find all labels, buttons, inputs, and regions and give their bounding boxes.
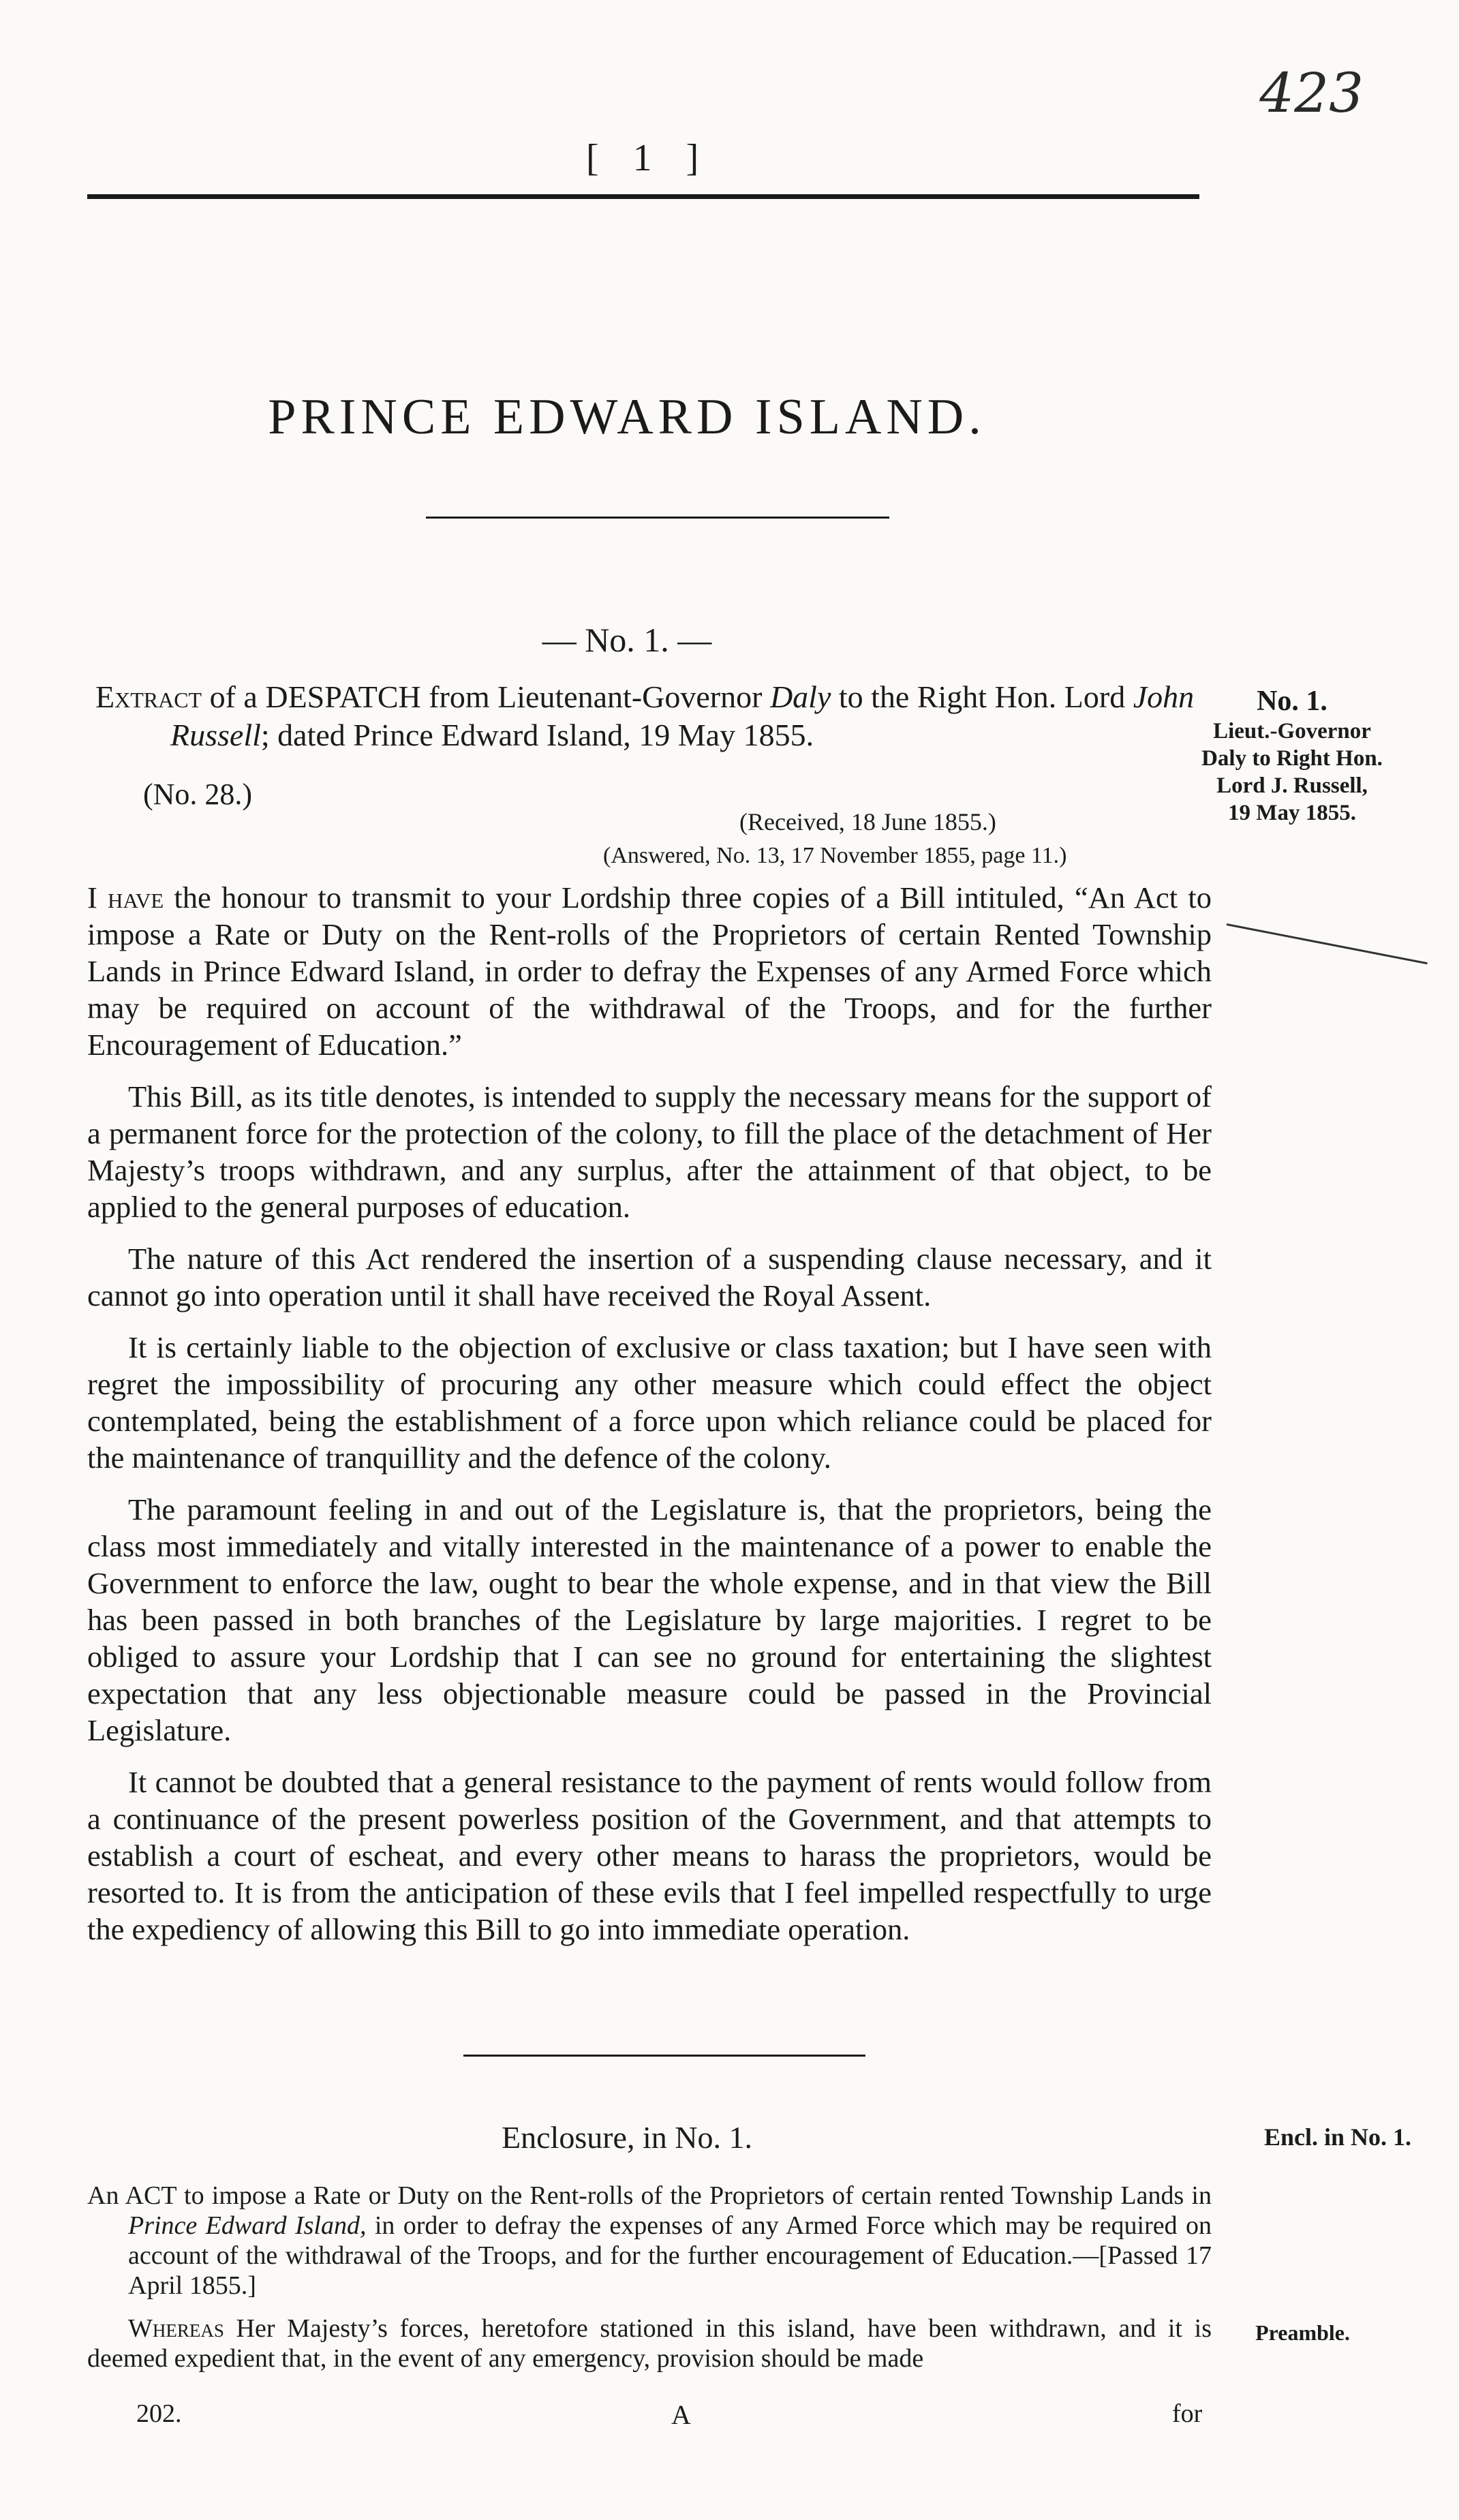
paragraph-1-text: the honour to transmit to your Lordship three copies of a Bill intituled, “An Act to impose a Rate or Duty on the Rent-rolls of the Proprietors of certain Rented Township Lands in Prince Edward Island, in order to defray the Expenses of any Armed Force which may be required on account of the withdrawal of the Troops, and for the further Encouragement of Education.” (87, 880, 1212, 1062)
act-place: Prince Edward Island, (128, 2211, 367, 2240)
margin-note-preamble: Preamble. (1255, 2320, 1350, 2345)
despatch-number-heading: — No. 1. — (542, 621, 712, 659)
page-number: [ 1 ] (586, 137, 711, 179)
footer-catchword: for (1172, 2399, 1203, 2428)
heading-text-b: to the Right Hon. Lord (831, 679, 1133, 714)
heading-text-a: of a DESPATCH from Lieutenant-Governor (202, 679, 770, 714)
paragraph-4: It is certainly liable to the objection of exclusive or class taxation; but I have seen with regret the impossibility of procuring any other measure which could effect the object contemplated, being the establishment of a force upon which reliance could be placed for the maintenance of tranquillity and the defence of the colony. (87, 1330, 1212, 1475)
paragraph-1 (87, 879, 1212, 1063)
handwritten-folio-number: 423 (1259, 61, 1364, 125)
margin-note-line: Lord J. Russell, (1216, 773, 1368, 798)
despatch-body (87, 879, 1212, 1963)
heading-first-word: Extract (95, 679, 202, 714)
margin-note-line: Lieut.-Governor (1213, 719, 1371, 743)
paragraph-6: It cannot be doubted that a general resistance to the payment of rents would follow from a continuance of the present powerless position of the Government, and that attempts to establish a court of escheat, and every other means to harass the proprietors, would be resorted to. It is from the anticipation of these evils that I feel impelled respectfully to urge the expediency of allowing this Bill to go into immediate operation. (87, 1765, 1212, 1946)
margin-pointer-line (1227, 923, 1428, 964)
whereas-lead: Whereas (128, 2314, 224, 2343)
heading-name-daly: Daly (769, 679, 831, 714)
act-first-word: An ACT (87, 2181, 176, 2210)
margin-note-line: No. 1. (1257, 686, 1327, 717)
footer-signature-mark: A (671, 2399, 691, 2430)
top-rule (87, 194, 1199, 199)
document-title: PRINCE EDWARD ISLAND. (268, 389, 986, 445)
answered-reference: (Answered, No. 13, 17 November 1855, page 11.) (603, 843, 1067, 868)
footer-sheet-number: 202. (136, 2399, 182, 2428)
margin-note-enclosure: Encl. in No. 1. (1263, 2123, 1411, 2151)
received-date: (Received, 18 June 1855.) (739, 808, 996, 835)
margin-note-despatch (1183, 685, 1401, 827)
whereas-text: Her Majesty’s forces, heretofore stationed in this island, have been withdrawn, and it is deemed expedient that, in the event of any emergency, provision should be made (87, 2314, 1212, 2373)
margin-note-line: 19 May 1855. (1228, 801, 1356, 825)
enclosure-divider (463, 2055, 865, 2057)
title-divider (426, 517, 889, 519)
paragraph-5: The paramount feeling in and out of the Legislature is, that the proprietors, being the class most immediately and vitally interested in the maintenance of a power to enable the Government to enforce the law, ought to bear the whole expense, and in that view the Bill has been passed in both branches of the Legislature by large majorities. I regret to be obliged to assure your Lordship that I can see no ground for entertaining the slightest expectation that any less objectionable measure could be passed in the Provincial Legislature. (87, 1492, 1212, 1747)
paragraph-1-lead: I have (87, 880, 164, 915)
enclosure-heading: Enclosure, in No. 1. (502, 2120, 752, 2155)
act-title-text-b: in order to defray the expenses of any Armed Force which may be required on account of the withdrawal of the Troops, and for the further encouragement of Education.—[Passed 17 April 1855.] (128, 2211, 1212, 2300)
despatch-number: (No. 28.) (143, 778, 253, 811)
despatch-heading (95, 678, 1206, 754)
paragraph-2: This Bill, as its title denotes, is intended to supply the necessary means for the support of a permanent force for the protection of the colony, to fill the place of the detachment of Her Majesty’s troops withdrawn, and any surplus, after the attainment of that object, to be applied to the general purposes of education. (87, 1079, 1212, 1224)
heading-name-russell: John Russell (170, 679, 1195, 752)
heading-text-c: ; dated Prince Edward Island, 19 May 1855. (260, 718, 814, 752)
paragraph-3: The nature of this Act rendered the insertion of a suspending clause necessary, and it cannot go into operation until it shall have received the Royal Assent. (87, 1242, 1212, 1312)
act-title-text-a: to impose a Rate or Duty on the Rent-rolls of the Proprietors of certain rented Township Lands in (176, 2181, 1212, 2210)
margin-note-line: Daly to Right Hon. (1201, 746, 1383, 771)
whereas-clause (87, 2314, 1212, 2373)
act-title (87, 2181, 1212, 2301)
